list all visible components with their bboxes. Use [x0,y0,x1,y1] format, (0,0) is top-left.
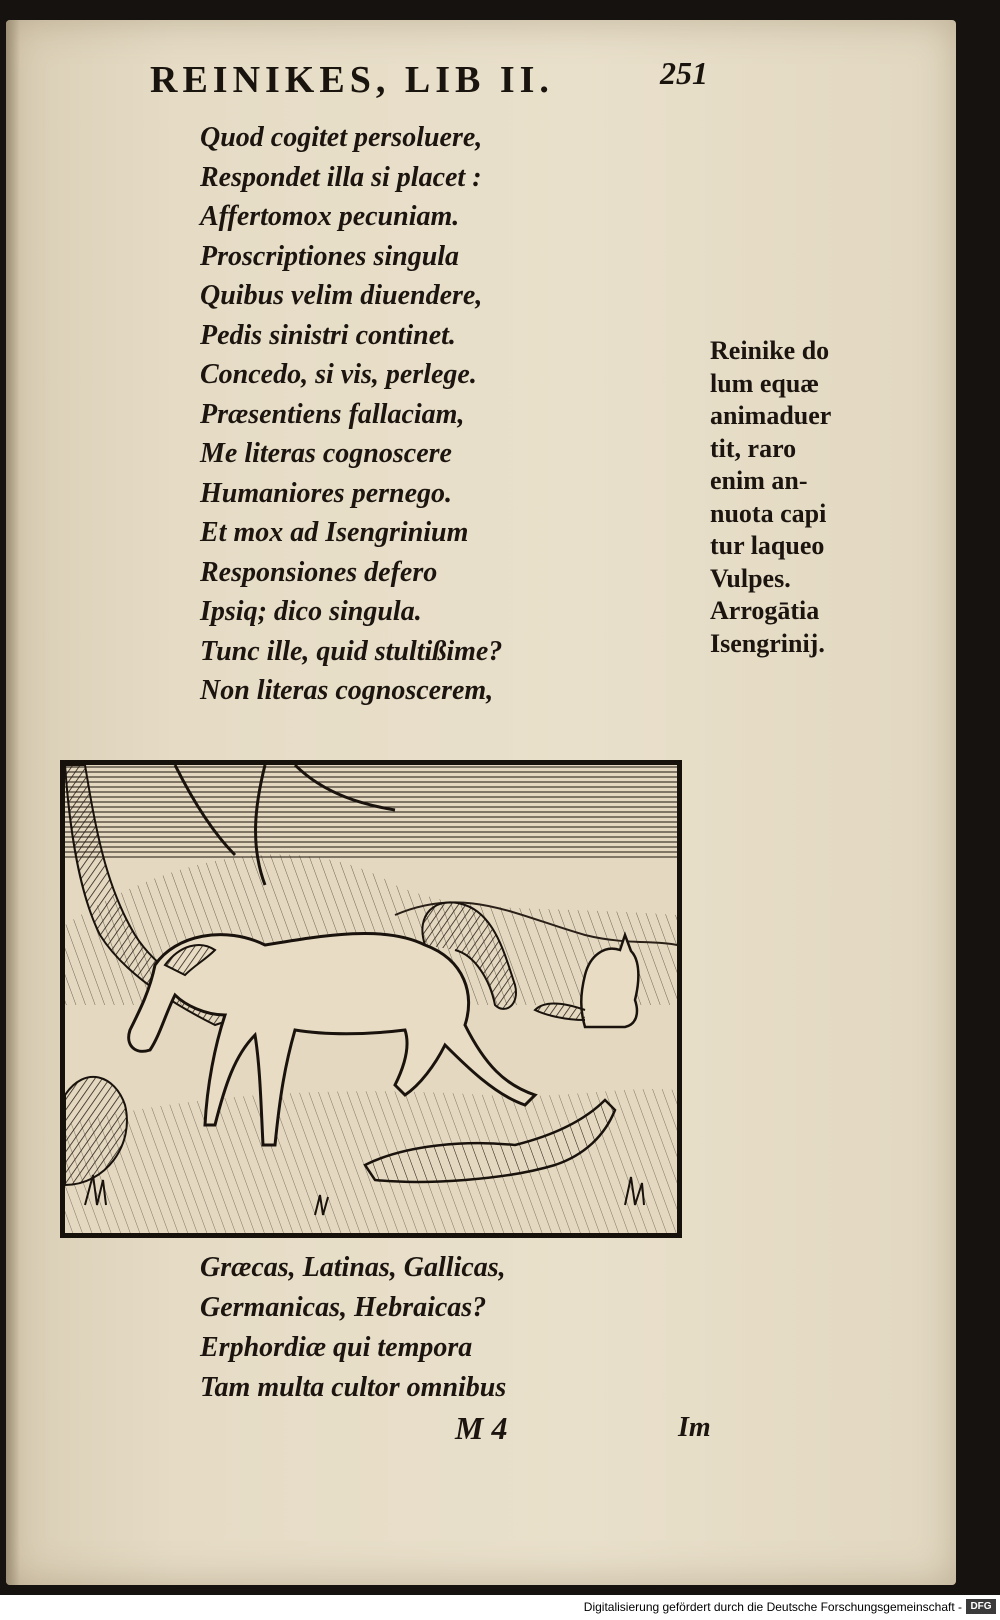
verse-line: Et mox ad Isengrinium [200,517,469,548]
verse-line: Non literas cognoscerem, [200,675,494,706]
marginal-line: lum equæ [710,368,820,398]
marginal-line: animaduer [710,401,832,430]
marginal-line: enim an- [710,466,808,495]
verse-line: Græcas, Latinas, Gallicas, [200,1252,506,1283]
marginal-line: Vulpes. [710,563,791,593]
marginal-line: tur laqueo [710,531,825,560]
signature-mark: M 4 [455,1410,508,1446]
verse-line: Concedo, si vis, perlege. [200,359,477,390]
verse-line: Erphordiæ qui tempora [200,1332,473,1363]
verse-line: Tunc ille, quid stultißime? [200,635,503,667]
verse-line: Quibus velim diuendere, [200,280,483,311]
marginal-line: tit, raro [710,433,797,463]
verse-line: Germanicas, Hebraicas? [200,1292,487,1323]
folio-number: 251 [660,55,708,91]
verse-line: Respondet illa si placet : [200,161,482,193]
running-head: REINIKES, LIB II. [150,59,554,101]
catchword: Im [678,1412,711,1443]
verse-line: Responsiones defero [200,556,438,588]
marginal-line: Reinike do [710,336,830,365]
marginal-line: nuota capi [710,498,827,528]
page-gutter-shadow [6,20,20,1585]
verse-line: Præsentiens fallaciam, [200,398,465,430]
marginal-line: Arrogātia [710,596,820,625]
verse-line: Tam multa cultor omnibus [200,1372,507,1403]
sky-hatching [65,765,677,860]
verse-block-bottom [200,1248,506,1408]
funding-note: Digitalisierung gefördert durch die Deutsche Forschungsgemeinschaft - [583,1600,962,1614]
marginal-note [710,335,831,660]
verse-line: Proscriptiones singula [200,240,460,272]
woodcut-illustration [60,760,682,1238]
verse-line: Affertomox pecuniam. [200,201,460,232]
verse-line: Me literas cognoscere [200,438,452,469]
marginal-line: Isengrinij. [710,628,825,658]
verse-line: Ipsiq; dico singula. [200,596,422,627]
verse-line: Pedis sinistri continet. [200,319,456,351]
dfg-logo: DFG [966,1599,996,1614]
verse-line: Humaniores pernego. [200,477,453,509]
verse-line: Quod cogitet persoluere, [200,122,483,153]
verse-block-top [200,118,502,711]
woodcut-drawing [65,765,677,1233]
